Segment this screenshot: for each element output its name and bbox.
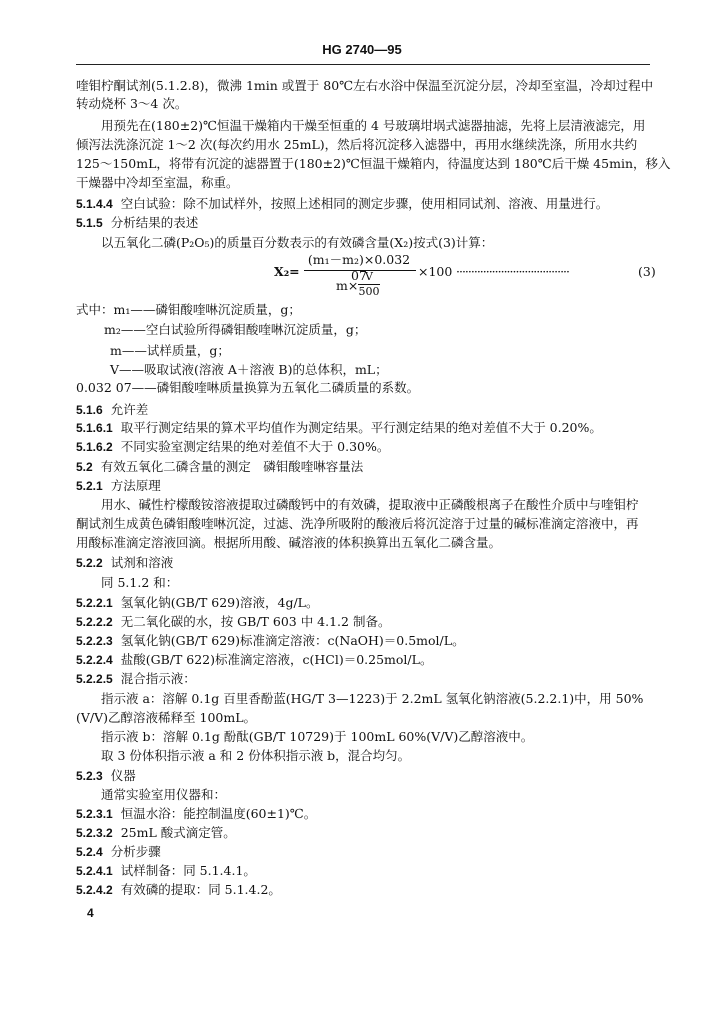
para-line: 125～150mL，将带有沉淀的滤器置于(180±2)℃恒温干燥箱内，待温度达到 180℃后干燥 45min，移入 <box>76 156 671 171</box>
section-text: 盐酸(GB/T 622)标准滴定溶液，c(HCl)＝0.25mol/L。 <box>120 652 433 667</box>
section-title: 方法原理 <box>110 478 161 493</box>
section-title: 分析结果的表述 <box>110 215 199 230</box>
formula-denominator-prefix: m× <box>336 278 359 293</box>
section-5-2-2-4 <box>76 652 432 668</box>
para-line: 用酸标准滴定溶液回滴。根据所用酸、碱溶液的体积换算出五氧化二磷含量。 <box>76 535 502 550</box>
section-5-2-4-2 <box>76 882 281 898</box>
definition-line: m₂——空白试验所得磷钼酸喹啉沉淀质量，g； <box>104 322 367 337</box>
section-number: 5.1.6 <box>76 403 103 417</box>
section-number: 5.2.2.4 <box>76 653 113 667</box>
para-line: 用预先在(180±2)℃恒温干燥箱内干燥至恒重的 4 号玻璃坩埚式滤器抽滤，先将上层清液滤完，用 <box>101 118 646 133</box>
section-number: 5.2 <box>76 460 93 474</box>
section-text: 恒温水浴：能控制温度(60±1)℃。 <box>120 806 317 821</box>
header-rule <box>76 64 650 65</box>
section-text: 取平行测定结果的算术平均值作为测定结果。平行测定结果的绝对差值不大于 0.20%。 <box>120 420 602 435</box>
section-number: 5.2.3.2 <box>76 826 113 840</box>
formula-3 <box>274 250 664 300</box>
definition-line: m——试样质量，g； <box>110 343 230 358</box>
section-text: 25mL 酸式滴定管。 <box>120 825 236 840</box>
para-line: 酮试剂生成黄色磷钼酸喹啉沉淀，过滤、洗净所吸附的酸液后将沉淀溶于过量的碱标准滴定溶液中，再 <box>76 516 639 531</box>
formula-numerator: (m₁－m₂)×0.032 07 <box>307 252 411 283</box>
para-line: 干燥器中冷却至室温，称重。 <box>76 175 239 190</box>
section-text: 混合指示液： <box>120 671 196 686</box>
section-text: 试样制备：同 5.1.4.1。 <box>120 863 256 878</box>
section-5-2-4-1 <box>76 863 256 879</box>
para-line: (V/V)乙醇溶液稀释至 100mL。 <box>76 710 257 725</box>
section-number: 5.2.1 <box>76 479 103 493</box>
section-title: 试剂和溶液 <box>110 555 174 570</box>
section-number: 5.2.2.3 <box>76 634 113 648</box>
para-line: 指示液 a：溶解 0.1g 百里香酚蓝(HG/T 3—1223)于 2.2mL 氢氧化钠溶液(5.2.2.1)中，用 50% <box>101 691 644 706</box>
page-number: 4 <box>87 906 94 920</box>
section-number: 5.1.6.1 <box>76 421 113 435</box>
section-5-2-3 <box>76 768 136 784</box>
section-text: 无二氧化碳的水，按 GB/T 603 中 4.1.2 制备。 <box>120 614 391 629</box>
section-text: 氢氧化钠(GB/T 629)标准滴定溶液：c(NaOH)＝0.5mol/L。 <box>120 633 465 648</box>
para-line: 同 5.1.2 和： <box>101 575 179 590</box>
section-number: 5.2.3.1 <box>76 807 113 821</box>
formula-equation-number: (3) <box>638 264 656 279</box>
section-5-1-5 <box>76 215 198 231</box>
definition-line: V——吸取试液(溶液 A＋溶液 B)的总体积，mL； <box>110 362 388 377</box>
para-line: 通常实验室用仪器和： <box>101 787 227 802</box>
section-number: 5.1.4.4 <box>76 197 113 211</box>
formula-inner-numerator: V <box>365 270 373 283</box>
standard-code-header: HG 2740—95 <box>322 42 402 57</box>
section-5-1-4-4 <box>76 196 608 212</box>
section-number: 5.2.3 <box>76 769 103 783</box>
section-number: 5.2.4.1 <box>76 864 113 878</box>
section-5-1-6 <box>76 402 148 418</box>
section-number: 5.2.2.2 <box>76 615 113 629</box>
section-number: 5.2.2 <box>76 556 103 570</box>
section-text: 不同实验室测定结果的绝对差值不大于 0.30%。 <box>120 439 390 454</box>
section-5-2-2-2 <box>76 614 390 630</box>
formula-times: ×100 <box>418 264 453 279</box>
formula-leader-dots: ······································ <box>456 264 569 279</box>
formula-lhs: X₂= <box>274 264 300 279</box>
section-number: 5.2.2.5 <box>76 672 113 686</box>
section-5-1-6-2 <box>76 439 389 455</box>
section-title: 仪器 <box>110 768 136 783</box>
section-number: 5.2.2.1 <box>76 596 113 610</box>
section-text: 空白试验：除不加试样外，按照上述相同的测定步骤，使用相同试剂、溶液、用量进行。 <box>120 196 609 211</box>
para-line: 倾泻法洗涤沉淀 1～2 次(每次约用水 25mL)，然后将沉淀移入滤器中，再用水继续洗涤，所用水共约 <box>76 137 638 152</box>
section-number: 5.1.5 <box>76 216 103 230</box>
para-line: 以五氧化二磷(P₂O₅)的质量百分数表示的有效磷含量(X₂)按式(3)计算： <box>101 235 494 250</box>
section-number: 5.2.4 <box>76 845 103 859</box>
para-line: 指示液 b：溶解 0.1g 酚酞(GB/T 10729)于 100mL 60%(V/V)乙醇溶液中。 <box>101 729 534 744</box>
section-number: 5.1.6.2 <box>76 440 113 454</box>
section-5-2 <box>76 459 363 475</box>
definition-line: 式中：m₁——磷钼酸喹啉沉淀质量，g； <box>76 302 301 317</box>
para-line: 用水、碱性柠檬酸铵溶液提取过磷酸钙中的有效磷，提取液中正磷酸根离子在酸性介质中与喹钼柠 <box>101 497 639 512</box>
section-5-2-4 <box>76 844 161 860</box>
para-line: 转动烧杯 3～4 次。 <box>76 96 188 111</box>
para-line: 取 3 份体积指示液 a 和 2 份体积指示液 b，混合均匀。 <box>101 748 411 763</box>
section-5-2-2-1 <box>76 595 318 611</box>
para-line: 喹钼柠酮试剂(5.1.2.8)，微沸 1min 或置于 80℃左右水浴中保温至沉淀分层，冷却至室温，冷却过程中 <box>76 78 654 93</box>
section-text: 氢氧化钠(GB/T 629)溶液，4g/L。 <box>120 595 319 610</box>
definition-line: 0.032 07——磷钼酸喹啉质量换算为五氧化二磷质量的系数。 <box>76 380 420 395</box>
section-number: 5.2.4.2 <box>76 883 113 897</box>
section-5-2-2-3 <box>76 633 465 649</box>
section-5-2-3-2 <box>76 825 236 841</box>
section-title: 允许差 <box>110 402 149 417</box>
section-title: 分析步骤 <box>110 844 161 859</box>
formula-inner-denominator: 500 <box>358 285 380 298</box>
section-5-2-2 <box>76 555 173 571</box>
section-text: 有效磷的提取：同 5.1.4.2。 <box>120 882 281 897</box>
section-title: 有效五氧化二磷含量的测定 磷钼酸喹啉容量法 <box>100 459 364 474</box>
section-5-2-1 <box>76 478 161 494</box>
section-5-2-3-1 <box>76 806 316 822</box>
section-5-1-6-1 <box>76 420 602 436</box>
section-5-2-2-5 <box>76 671 196 687</box>
